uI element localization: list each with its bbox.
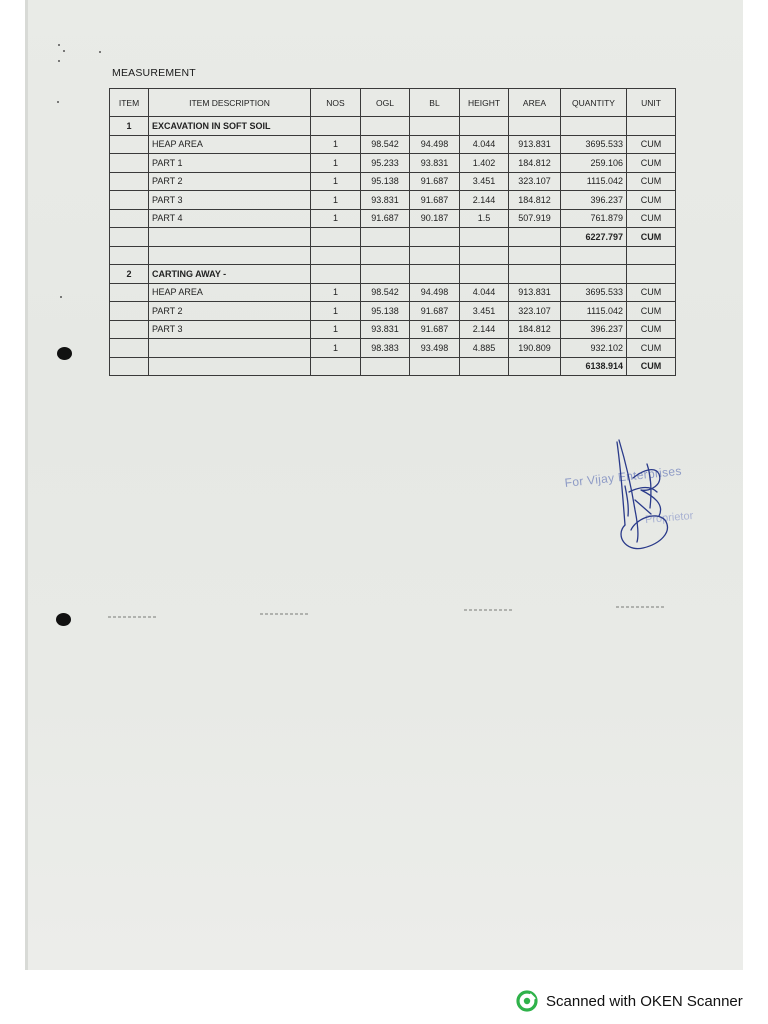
row-area: 507.919 bbox=[509, 209, 561, 228]
row-description: PART 1 bbox=[149, 154, 311, 173]
row-ogl: 95.138 bbox=[361, 172, 410, 191]
row-quantity: 3695.533 bbox=[561, 283, 627, 302]
row-description: HEAP AREA bbox=[149, 283, 311, 302]
table-header-row bbox=[110, 89, 676, 117]
row-unit: CUM bbox=[627, 191, 676, 210]
handwritten-signature bbox=[555, 430, 715, 560]
row-description: PART 2 bbox=[149, 302, 311, 321]
row-height: 2.144 bbox=[460, 191, 509, 210]
section-total-quantity: 6138.914 bbox=[561, 357, 627, 376]
section-total-quantity: 6227.797 bbox=[561, 228, 627, 247]
row-quantity: 1115.042 bbox=[561, 172, 627, 191]
paper-speck bbox=[60, 296, 62, 298]
row-description: PART 4 bbox=[149, 209, 311, 228]
row-height: 4.044 bbox=[460, 135, 509, 154]
row-unit: CUM bbox=[627, 135, 676, 154]
column-header: ITEM bbox=[110, 89, 149, 117]
row-bl: 94.498 bbox=[410, 283, 460, 302]
table-row bbox=[110, 191, 676, 210]
row-nos: 1 bbox=[311, 191, 361, 210]
row-nos: 1 bbox=[311, 339, 361, 358]
oken-scanner-logo-icon bbox=[516, 990, 538, 1012]
row-nos: 1 bbox=[311, 172, 361, 191]
row-ogl: 98.542 bbox=[361, 135, 410, 154]
table-row bbox=[110, 320, 676, 339]
row-description: HEAP AREA bbox=[149, 135, 311, 154]
row-quantity: 932.102 bbox=[561, 339, 627, 358]
row-area: 184.812 bbox=[509, 154, 561, 173]
row-height: 3.451 bbox=[460, 172, 509, 191]
row-nos: 1 bbox=[311, 283, 361, 302]
row-ogl: 93.831 bbox=[361, 320, 410, 339]
column-header: BL bbox=[410, 89, 460, 117]
row-unit: CUM bbox=[627, 320, 676, 339]
row-ogl: 98.542 bbox=[361, 283, 410, 302]
section-item-number: 1 bbox=[110, 117, 149, 136]
row-height: 1.5 bbox=[460, 209, 509, 228]
column-header: NOS bbox=[311, 89, 361, 117]
section-total-unit: CUM bbox=[627, 357, 676, 376]
table-row bbox=[110, 172, 676, 191]
row-area: 184.812 bbox=[509, 191, 561, 210]
document-title: MEASUREMENT bbox=[112, 67, 196, 79]
section-total-row bbox=[110, 228, 676, 247]
table-row bbox=[110, 209, 676, 228]
table-row bbox=[110, 339, 676, 358]
row-unit: CUM bbox=[627, 172, 676, 191]
row-height: 2.144 bbox=[460, 320, 509, 339]
row-height: 4.044 bbox=[460, 283, 509, 302]
row-ogl: 93.831 bbox=[361, 191, 410, 210]
row-area: 913.831 bbox=[509, 135, 561, 154]
row-unit: CUM bbox=[627, 209, 676, 228]
row-description bbox=[149, 339, 311, 358]
stamp-firm-name: For Vijay Enterprises bbox=[564, 463, 683, 490]
table-row bbox=[110, 135, 676, 154]
row-bl: 90.187 bbox=[410, 209, 460, 228]
column-header: UNIT bbox=[627, 89, 676, 117]
row-height: 3.451 bbox=[460, 302, 509, 321]
table-row bbox=[110, 283, 676, 302]
section-title: CARTING AWAY - bbox=[149, 265, 311, 284]
row-area: 913.831 bbox=[509, 283, 561, 302]
section-item-number: 2 bbox=[110, 265, 149, 284]
row-unit: CUM bbox=[627, 339, 676, 358]
paper-speck bbox=[58, 60, 60, 62]
row-area: 184.812 bbox=[509, 320, 561, 339]
row-bl: 93.831 bbox=[410, 154, 460, 173]
spacer-row bbox=[110, 246, 676, 265]
row-nos: 1 bbox=[311, 209, 361, 228]
bleed-through-line bbox=[464, 609, 514, 611]
row-height: 4.885 bbox=[460, 339, 509, 358]
bleed-through-line bbox=[108, 616, 156, 618]
row-quantity: 3695.533 bbox=[561, 135, 627, 154]
row-description: PART 3 bbox=[149, 320, 311, 339]
column-header: AREA bbox=[509, 89, 561, 117]
row-unit: CUM bbox=[627, 283, 676, 302]
row-nos: 1 bbox=[311, 302, 361, 321]
row-bl: 91.687 bbox=[410, 320, 460, 339]
stamp-designation: Proprietor bbox=[644, 509, 694, 527]
measurement-table bbox=[109, 88, 676, 376]
row-nos: 1 bbox=[311, 320, 361, 339]
column-header: QUANTITY bbox=[561, 89, 627, 117]
paper-speck bbox=[99, 51, 101, 53]
bleed-through-line bbox=[260, 613, 308, 615]
row-quantity: 396.237 bbox=[561, 320, 627, 339]
table-row bbox=[110, 154, 676, 173]
section-total-unit: CUM bbox=[627, 228, 676, 247]
row-nos: 1 bbox=[311, 154, 361, 173]
row-bl: 91.687 bbox=[410, 191, 460, 210]
section-title-row bbox=[110, 265, 676, 284]
section-title-row bbox=[110, 117, 676, 136]
section-title: EXCAVATION IN SOFT SOIL bbox=[149, 117, 311, 136]
paper-speck bbox=[57, 101, 59, 103]
row-ogl: 98.383 bbox=[361, 339, 410, 358]
bleed-through-line bbox=[616, 606, 664, 608]
table-row bbox=[110, 302, 676, 321]
row-bl: 91.687 bbox=[410, 172, 460, 191]
row-ogl: 95.138 bbox=[361, 302, 410, 321]
row-nos: 1 bbox=[311, 135, 361, 154]
row-quantity: 1115.042 bbox=[561, 302, 627, 321]
row-area: 323.107 bbox=[509, 172, 561, 191]
paper-edge bbox=[25, 0, 28, 970]
row-area: 190.809 bbox=[509, 339, 561, 358]
row-unit: CUM bbox=[627, 302, 676, 321]
column-header: HEIGHT bbox=[460, 89, 509, 117]
row-height: 1.402 bbox=[460, 154, 509, 173]
row-bl: 93.498 bbox=[410, 339, 460, 358]
row-bl: 94.498 bbox=[410, 135, 460, 154]
scanner-label: Scanned with OKEN Scanner bbox=[546, 992, 743, 1010]
column-header: OGL bbox=[361, 89, 410, 117]
paper-speck bbox=[63, 50, 65, 52]
scanner-watermark bbox=[516, 990, 743, 1012]
row-ogl: 95.233 bbox=[361, 154, 410, 173]
column-header: ITEM DESCRIPTION bbox=[149, 89, 311, 117]
row-quantity: 396.237 bbox=[561, 191, 627, 210]
section-total-row bbox=[110, 357, 676, 376]
row-bl: 91.687 bbox=[410, 302, 460, 321]
row-description: PART 3 bbox=[149, 191, 311, 210]
row-quantity: 259.106 bbox=[561, 154, 627, 173]
punch-hole bbox=[57, 347, 72, 360]
punch-hole bbox=[56, 613, 71, 626]
row-area: 323.107 bbox=[509, 302, 561, 321]
row-ogl: 91.687 bbox=[361, 209, 410, 228]
row-unit: CUM bbox=[627, 154, 676, 173]
row-description: PART 2 bbox=[149, 172, 311, 191]
row-quantity: 761.879 bbox=[561, 209, 627, 228]
paper-speck bbox=[58, 44, 60, 46]
